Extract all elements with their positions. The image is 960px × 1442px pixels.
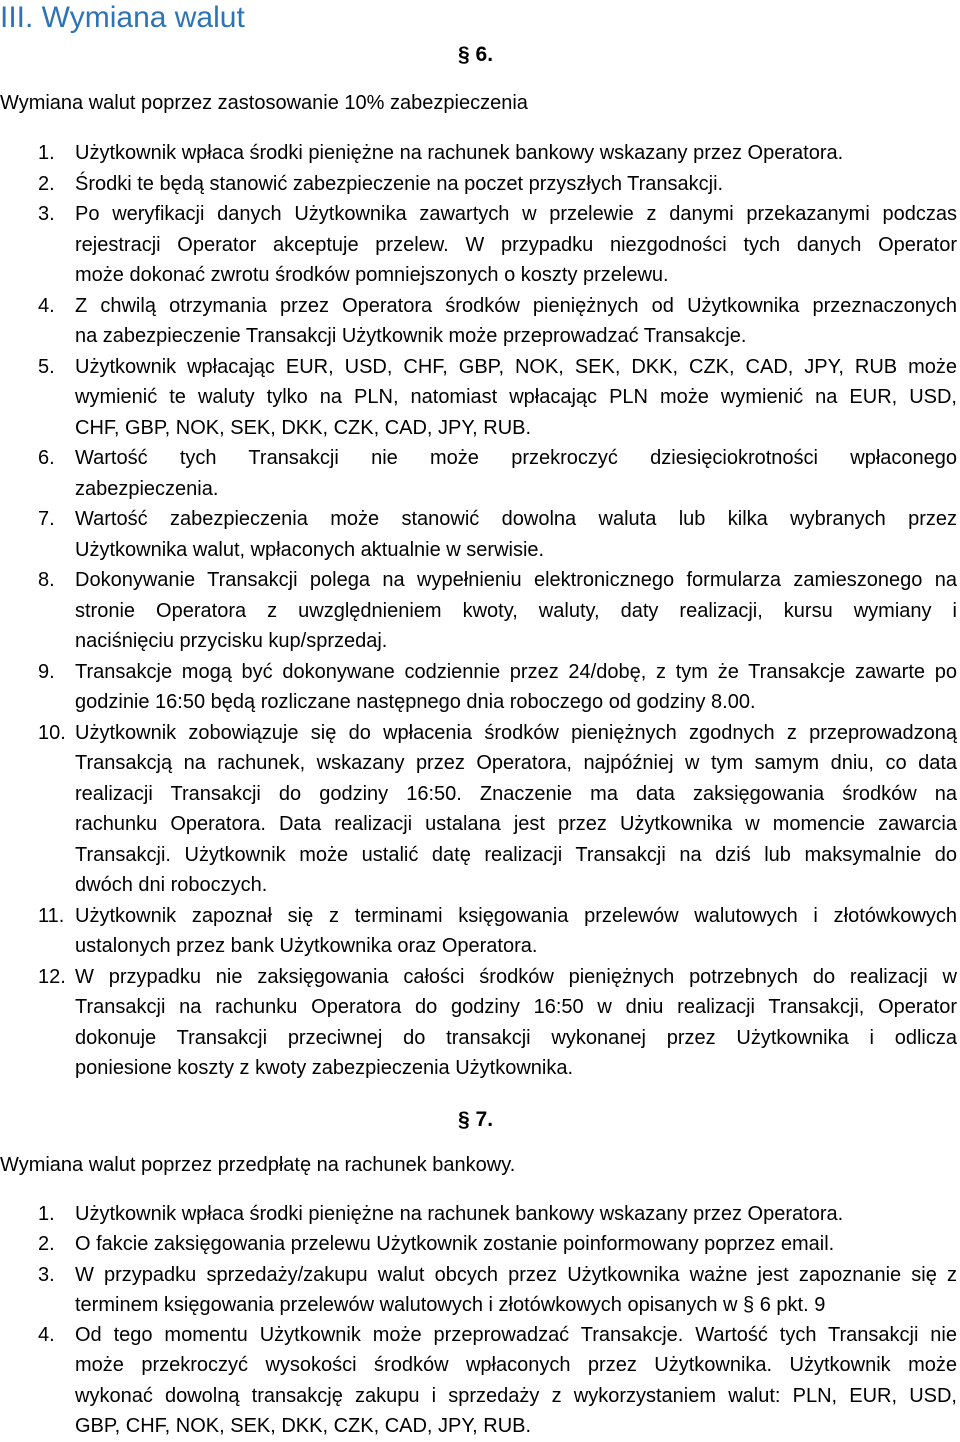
item-text <box>75 443 957 504</box>
item-line: rachunku Operatora. Data realizacji ustalana jest przez Użytkownika w momencie zawarcia <box>75 813 957 835</box>
item-line: wymienić te waluty tylko na PLN, natomiast wpłacając PLN może wymienić na EUR, USD, <box>75 386 957 408</box>
item-line: dokonuje Transakcji przeciwnej do transakcji wykonanej przez Użytkownika i odlicza <box>75 1026 957 1049</box>
item-line: godzinie 16:50 będą rozliczane następnego dnia roboczego od godziny 8.00. <box>75 691 756 713</box>
item-number: 8. <box>38 569 55 591</box>
item-text <box>75 565 957 657</box>
item-text <box>75 199 957 291</box>
item-line: Użytkownik wpłaca środki pieniężne na rachunek bankowy wskazany przez Operatora. <box>75 142 844 164</box>
item-text <box>75 291 957 352</box>
item-number: 3. <box>38 203 55 225</box>
item-number: 2. <box>38 172 55 195</box>
item-line: Użytkownik wpłacając EUR, USD, CHF, GBP, NOK, SEK, DKK, CZK, CAD, JPY, RUB może <box>75 355 957 378</box>
item-line: Użytkownika walut, wpłaconych aktualnie w serwisie. <box>75 538 545 561</box>
item-line: O fakcie zaksięgowania przelewu Użytkownik zostanie poinformowany poprzez email. <box>75 1233 835 1256</box>
item-line: Transakcją na rachunek, wskazany przez Operatora, najpóźniej w tym samym dniu, co data <box>75 752 957 774</box>
list-item <box>0 291 960 352</box>
item-line: Po weryfikacji danych Użytkownika zawartych w przelewie z danymi przekazanymi podczas <box>75 203 957 225</box>
item-number: 11. <box>38 904 65 927</box>
item-text <box>75 138 957 169</box>
list-item <box>0 138 960 169</box>
list-item <box>0 901 960 962</box>
item-line: rejestracji Operator akceptuje przelew. W przypadku niezgodności tych danych Operator <box>75 233 957 256</box>
item-text <box>75 718 957 901</box>
item-line: może dokonać zwrotu środków pomniejszonych o koszty przelewu. <box>75 264 669 286</box>
list-item <box>0 718 960 901</box>
list-item <box>0 962 960 1084</box>
list-item <box>0 657 960 718</box>
list-item <box>0 504 960 565</box>
list-item <box>0 169 960 200</box>
item-number: 6. <box>38 447 55 469</box>
item-text <box>75 657 957 718</box>
item-number: 1. <box>38 1203 55 1225</box>
item-text <box>75 1199 957 1229</box>
item-line: Wartość tych Transakcji nie może przekroczyć dziesięciokrotności wpłaconego <box>75 447 957 469</box>
item-line: Z chwilą otrzymania przez Operatora środków pieniężnych od Użytkownika przeznaczonych <box>75 294 957 317</box>
item-line: Transakcje mogą być dokonywane codziennie przez 24/dobę, z tym że Transakcje zawarte po <box>75 660 957 683</box>
item-line: W przypadku nie zaksięgowania całości środków pieniężnych potrzebnych do realizacji w <box>75 965 957 988</box>
item-number: 3. <box>38 1263 55 1286</box>
item-number: 4. <box>38 294 55 317</box>
chapter-heading: III. Wymiana walut <box>0 1 245 34</box>
item-line: Od tego momentu Użytkownik może przeprowadzać Transakcje. Wartość tych Transakcji nie <box>75 1324 957 1347</box>
list-item <box>0 1320 960 1441</box>
list-item <box>0 199 960 291</box>
item-line: Dokonywanie Transakcji polega na wypełnieniu elektronicznego formularza zamieszonego na <box>75 569 957 591</box>
item-line: Transakcji na rachunku Operatora do godziny 16:50 w dniu realizacji Transakcji, Operator <box>75 996 957 1018</box>
item-line: Wartość zabezpieczenia może stanowić dowolna waluta lub kilka wybranych przez <box>75 508 957 530</box>
item-text <box>75 901 957 962</box>
item-number: 1. <box>38 142 55 164</box>
section-7-title: Wymiana walut poprzez przedpłatę na rachunek bankowy. <box>0 1154 516 1176</box>
item-number: 7. <box>38 508 55 530</box>
section-7-mark: § 7. <box>458 1108 494 1131</box>
item-line: Użytkownik zobowiązuje się do wpłacenia środków pieniężnych zgodnych z przeprowadzoną <box>75 721 957 744</box>
list-item <box>0 1199 960 1229</box>
item-line: GBP, CHF, NOK, SEK, DKK, CZK, CAD, JPY, RUB. <box>75 1415 532 1438</box>
item-text <box>75 352 957 444</box>
item-line: CHF, GBP, NOK, SEK, DKK, CZK, CAD, JPY, RUB. <box>75 416 532 439</box>
list-item <box>0 443 960 504</box>
item-line: na zabezpieczenie Transakcji Użytkownik może przeprowadzać Transakcje. <box>75 325 747 347</box>
list-item <box>0 352 960 444</box>
item-number: 12. <box>38 965 66 988</box>
list-item <box>0 1229 960 1259</box>
item-line: ustalonych przez bank Użytkownika oraz Operatora. <box>75 935 538 957</box>
item-line: realizacji Transakcji do godziny 16:50. Znaczenie ma data zaksięgowania środków na <box>75 782 957 805</box>
section-7-list <box>0 1199 960 1441</box>
item-number: 4. <box>38 1324 55 1347</box>
item-text <box>75 1229 957 1259</box>
section-6-title: Wymiana walut poprzez zastosowanie 10% zabezpieczenia <box>0 92 528 114</box>
item-line: Środki te będą stanowić zabezpieczenie na poczet przyszłych Transakcji. <box>75 172 724 195</box>
item-line: terminem księgowania przelewów walutowych i złotówkowych opisanych w § 6 pkt. 9 <box>75 1293 826 1316</box>
item-number: 9. <box>38 660 55 683</box>
list-item <box>0 1260 960 1321</box>
item-line: W przypadku sprzedaży/zakupu walut obcych przez Użytkownika ważne jest zapoznanie się z <box>75 1263 957 1286</box>
item-text <box>75 169 957 200</box>
item-text <box>75 962 957 1084</box>
item-number: 10. <box>38 721 66 744</box>
item-line: naciśnięciu przycisku kup/sprzedaj. <box>75 630 388 652</box>
item-text <box>75 504 957 565</box>
item-line: Użytkownik wpłaca środki pieniężne na rachunek bankowy wskazany przez Operatora. <box>75 1203 844 1225</box>
item-number: 5. <box>38 355 55 378</box>
list-item <box>0 565 960 657</box>
item-line: poniesione koszty z kwoty zabezpieczenia Użytkownika. <box>75 1057 574 1079</box>
item-line: może przekroczyć wysokości środków wpłaconych przez Użytkownika. Użytkownik może <box>75 1354 957 1377</box>
item-number: 2. <box>38 1233 55 1256</box>
item-line: stronie Operatora z uwzględnieniem kwoty, waluty, daty realizacji, kursu wymiany i <box>75 599 957 622</box>
item-text <box>75 1320 957 1441</box>
item-line: dwóch dni roboczych. <box>75 874 268 896</box>
section-6-list <box>0 138 960 1084</box>
item-line: Transakcji. Użytkownik może ustalić datę realizacji Transakcji na dziś lub maksymalnie do <box>75 843 957 866</box>
item-line: Użytkownik zapoznał się z terminami księgowania przelewów walutowych i złotówkowych <box>75 904 957 927</box>
section-6-mark: § 6. <box>458 43 494 66</box>
item-line: zabezpieczenia. <box>75 477 219 500</box>
item-text <box>75 1260 957 1321</box>
item-line: wykonać dowolną transakcję zakupu i sprzedaży z wykorzystaniem walut: PLN, EUR, USD, <box>75 1384 957 1407</box>
